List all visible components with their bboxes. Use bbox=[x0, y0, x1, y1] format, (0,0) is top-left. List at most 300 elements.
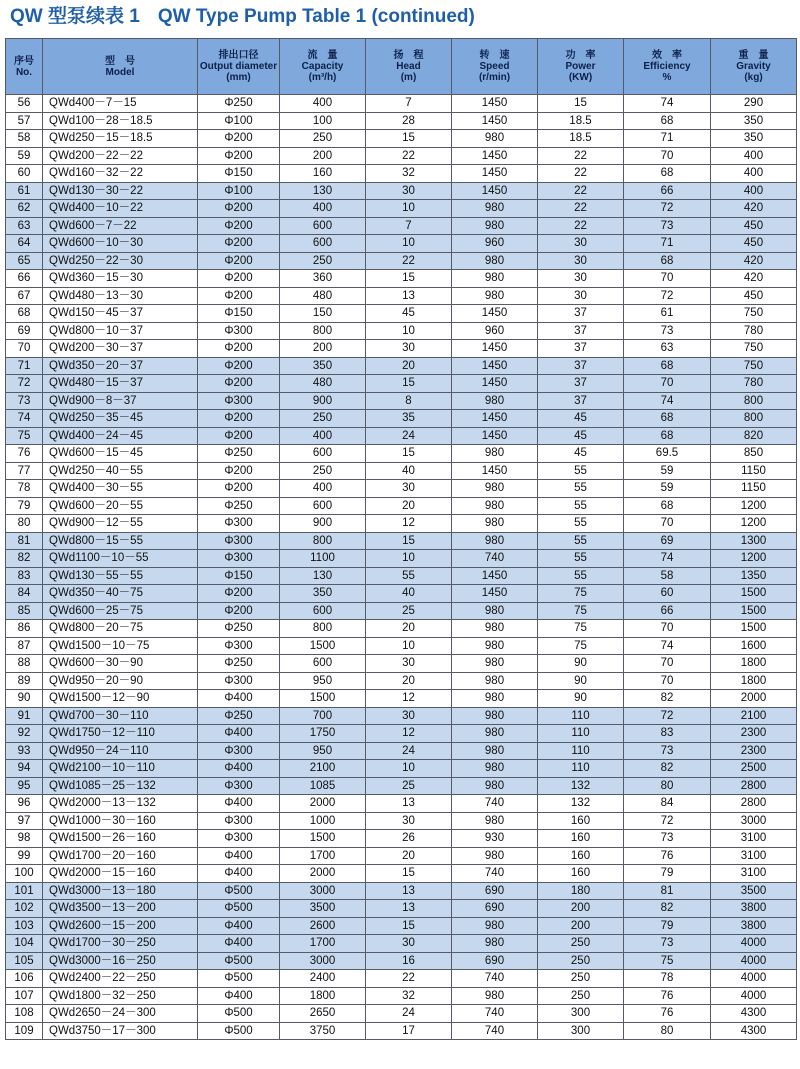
cell-capacity: 480 bbox=[280, 287, 366, 305]
cell-output-diameter: Φ300 bbox=[198, 550, 280, 568]
cell-power: 30 bbox=[538, 270, 624, 288]
cell-gravity: 420 bbox=[711, 252, 797, 270]
table-row bbox=[6, 165, 797, 183]
cell-gravity: 1500 bbox=[711, 620, 797, 638]
cell-no: 70 bbox=[6, 340, 43, 358]
cell-no: 93 bbox=[6, 742, 43, 760]
cell-speed: 980 bbox=[452, 620, 538, 638]
cell-model: QWd400－7－15 bbox=[43, 95, 198, 113]
cell-capacity: 1100 bbox=[280, 550, 366, 568]
cell-output-diameter: Φ300 bbox=[198, 392, 280, 410]
cell-capacity: 1800 bbox=[280, 987, 366, 1005]
table-row bbox=[6, 357, 797, 375]
cell-speed: 980 bbox=[452, 252, 538, 270]
cell-capacity: 160 bbox=[280, 165, 366, 183]
cell-efficiency: 80 bbox=[624, 1022, 711, 1040]
cell-speed: 1450 bbox=[452, 95, 538, 113]
table-row bbox=[6, 672, 797, 690]
cell-gravity: 2800 bbox=[711, 777, 797, 795]
cell-output-diameter: Φ400 bbox=[198, 690, 280, 708]
cell-head: 13 bbox=[366, 900, 452, 918]
cell-power: 90 bbox=[538, 690, 624, 708]
cell-speed: 740 bbox=[452, 1005, 538, 1023]
cell-speed: 740 bbox=[452, 865, 538, 883]
table-row bbox=[6, 1005, 797, 1023]
cell-no: 73 bbox=[6, 392, 43, 410]
cell-head: 16 bbox=[366, 952, 452, 970]
cell-gravity: 450 bbox=[711, 217, 797, 235]
cell-gravity: 420 bbox=[711, 270, 797, 288]
table-row bbox=[6, 305, 797, 323]
table-row bbox=[6, 375, 797, 393]
cell-output-diameter: Φ200 bbox=[198, 427, 280, 445]
cell-efficiency: 79 bbox=[624, 917, 711, 935]
cell-capacity: 800 bbox=[280, 532, 366, 550]
cell-output-diameter: Φ200 bbox=[198, 270, 280, 288]
table-row bbox=[6, 217, 797, 235]
cell-capacity: 400 bbox=[280, 95, 366, 113]
cell-efficiency: 70 bbox=[624, 620, 711, 638]
cell-capacity: 2650 bbox=[280, 1005, 366, 1023]
cell-efficiency: 83 bbox=[624, 725, 711, 743]
cell-gravity: 2300 bbox=[711, 742, 797, 760]
cell-gravity: 850 bbox=[711, 445, 797, 463]
cell-head: 20 bbox=[366, 672, 452, 690]
cell-output-diameter: Φ250 bbox=[198, 95, 280, 113]
cell-model: QWd3000－13－180 bbox=[43, 882, 198, 900]
cell-no: 57 bbox=[6, 112, 43, 130]
cell-power: 110 bbox=[538, 725, 624, 743]
cell-efficiency: 78 bbox=[624, 970, 711, 988]
cell-speed: 1450 bbox=[452, 147, 538, 165]
cell-gravity: 3100 bbox=[711, 865, 797, 883]
cell-model: QWd200－30－37 bbox=[43, 340, 198, 358]
cell-head: 7 bbox=[366, 217, 452, 235]
cell-output-diameter: Φ200 bbox=[198, 410, 280, 428]
cell-head: 24 bbox=[366, 1005, 452, 1023]
cell-no: 72 bbox=[6, 375, 43, 393]
cell-power: 110 bbox=[538, 742, 624, 760]
cell-gravity: 4000 bbox=[711, 970, 797, 988]
cell-no: 85 bbox=[6, 602, 43, 620]
cell-speed: 980 bbox=[452, 130, 538, 148]
cell-no: 71 bbox=[6, 357, 43, 375]
header-output-diameter: 排出口径 Output diameter (mm) bbox=[198, 39, 280, 95]
cell-output-diameter: Φ200 bbox=[198, 235, 280, 253]
cell-speed: 1450 bbox=[452, 305, 538, 323]
table-row bbox=[6, 882, 797, 900]
table-row bbox=[6, 112, 797, 130]
cell-output-diameter: Φ250 bbox=[198, 497, 280, 515]
cell-efficiency: 69 bbox=[624, 532, 711, 550]
cell-efficiency: 61 bbox=[624, 305, 711, 323]
cell-no: 103 bbox=[6, 917, 43, 935]
cell-capacity: 400 bbox=[280, 200, 366, 218]
cell-no: 104 bbox=[6, 935, 43, 953]
table-row bbox=[6, 497, 797, 515]
cell-no: 59 bbox=[6, 147, 43, 165]
table-row bbox=[6, 970, 797, 988]
cell-model: QWd250－15－18.5 bbox=[43, 130, 198, 148]
cell-output-diameter: Φ250 bbox=[198, 655, 280, 673]
cell-output-diameter: Φ300 bbox=[198, 830, 280, 848]
cell-speed: 980 bbox=[452, 515, 538, 533]
cell-speed: 1450 bbox=[452, 462, 538, 480]
table-row bbox=[6, 462, 797, 480]
cell-speed: 1450 bbox=[452, 182, 538, 200]
cell-efficiency: 73 bbox=[624, 217, 711, 235]
cell-speed: 980 bbox=[452, 392, 538, 410]
cell-model: QWd400－24－45 bbox=[43, 427, 198, 445]
cell-gravity: 2000 bbox=[711, 690, 797, 708]
cell-efficiency: 68 bbox=[624, 497, 711, 515]
cell-head: 24 bbox=[366, 742, 452, 760]
table-row bbox=[6, 200, 797, 218]
cell-capacity: 3000 bbox=[280, 882, 366, 900]
cell-output-diameter: Φ150 bbox=[198, 305, 280, 323]
cell-head: 7 bbox=[366, 95, 452, 113]
cell-gravity: 2800 bbox=[711, 795, 797, 813]
cell-capacity: 250 bbox=[280, 462, 366, 480]
cell-no: 64 bbox=[6, 235, 43, 253]
page-title bbox=[0, 0, 800, 38]
cell-capacity: 200 bbox=[280, 340, 366, 358]
cell-output-diameter: Φ500 bbox=[198, 882, 280, 900]
cell-head: 15 bbox=[366, 445, 452, 463]
cell-speed: 960 bbox=[452, 235, 538, 253]
cell-power: 200 bbox=[538, 900, 624, 918]
cell-no: 67 bbox=[6, 287, 43, 305]
cell-speed: 740 bbox=[452, 1022, 538, 1040]
header-gravity: 重 量 Gravity (kg) bbox=[711, 39, 797, 95]
cell-head: 30 bbox=[366, 480, 452, 498]
cell-head: 22 bbox=[366, 970, 452, 988]
cell-no: 62 bbox=[6, 200, 43, 218]
cell-efficiency: 68 bbox=[624, 252, 711, 270]
cell-head: 17 bbox=[366, 1022, 452, 1040]
cell-power: 180 bbox=[538, 882, 624, 900]
cell-power: 250 bbox=[538, 952, 624, 970]
header-model: 型 号 Model bbox=[43, 39, 198, 95]
table-body bbox=[6, 95, 797, 1040]
cell-gravity: 1200 bbox=[711, 550, 797, 568]
cell-no: 61 bbox=[6, 182, 43, 200]
table-row bbox=[6, 235, 797, 253]
cell-model: QWd480－13－30 bbox=[43, 287, 198, 305]
cell-model: QWd480－15－37 bbox=[43, 375, 198, 393]
cell-output-diameter: Φ200 bbox=[198, 130, 280, 148]
cell-capacity: 250 bbox=[280, 130, 366, 148]
cell-efficiency: 72 bbox=[624, 812, 711, 830]
cell-speed: 1450 bbox=[452, 357, 538, 375]
cell-gravity: 1200 bbox=[711, 515, 797, 533]
cell-no: 77 bbox=[6, 462, 43, 480]
cell-gravity: 800 bbox=[711, 392, 797, 410]
cell-model: QWd600－15－45 bbox=[43, 445, 198, 463]
cell-gravity: 420 bbox=[711, 200, 797, 218]
cell-speed: 980 bbox=[452, 637, 538, 655]
cell-capacity: 950 bbox=[280, 742, 366, 760]
cell-no: 78 bbox=[6, 480, 43, 498]
cell-no: 107 bbox=[6, 987, 43, 1005]
cell-capacity: 600 bbox=[280, 235, 366, 253]
cell-output-diameter: Φ300 bbox=[198, 672, 280, 690]
cell-speed: 980 bbox=[452, 987, 538, 1005]
cell-speed: 980 bbox=[452, 917, 538, 935]
cell-output-diameter: Φ400 bbox=[198, 847, 280, 865]
cell-no: 90 bbox=[6, 690, 43, 708]
table-row bbox=[6, 637, 797, 655]
cell-gravity: 400 bbox=[711, 165, 797, 183]
cell-speed: 980 bbox=[452, 602, 538, 620]
cell-gravity: 3100 bbox=[711, 830, 797, 848]
cell-power: 30 bbox=[538, 252, 624, 270]
cell-model: QWd400－10－22 bbox=[43, 200, 198, 218]
cell-no: 89 bbox=[6, 672, 43, 690]
cell-efficiency: 84 bbox=[624, 795, 711, 813]
cell-head: 30 bbox=[366, 655, 452, 673]
cell-power: 300 bbox=[538, 1005, 624, 1023]
cell-no: 91 bbox=[6, 707, 43, 725]
cell-no: 109 bbox=[6, 1022, 43, 1040]
cell-power: 37 bbox=[538, 322, 624, 340]
cell-head: 10 bbox=[366, 200, 452, 218]
cell-efficiency: 70 bbox=[624, 515, 711, 533]
cell-head: 15 bbox=[366, 375, 452, 393]
cell-model: QWd800－10－37 bbox=[43, 322, 198, 340]
cell-speed: 1450 bbox=[452, 427, 538, 445]
cell-gravity: 400 bbox=[711, 147, 797, 165]
cell-head: 20 bbox=[366, 357, 452, 375]
cell-capacity: 600 bbox=[280, 655, 366, 673]
cell-head: 20 bbox=[366, 847, 452, 865]
cell-head: 10 bbox=[366, 637, 452, 655]
cell-capacity: 1700 bbox=[280, 935, 366, 953]
cell-power: 30 bbox=[538, 287, 624, 305]
cell-capacity: 800 bbox=[280, 620, 366, 638]
cell-power: 45 bbox=[538, 427, 624, 445]
table-row bbox=[6, 917, 797, 935]
cell-head: 25 bbox=[366, 777, 452, 795]
table-row bbox=[6, 830, 797, 848]
cell-efficiency: 70 bbox=[624, 375, 711, 393]
cell-power: 37 bbox=[538, 340, 624, 358]
cell-gravity: 1500 bbox=[711, 585, 797, 603]
table-row bbox=[6, 322, 797, 340]
cell-speed: 980 bbox=[452, 935, 538, 953]
cell-no: 83 bbox=[6, 567, 43, 585]
cell-capacity: 250 bbox=[280, 252, 366, 270]
table-row bbox=[6, 690, 797, 708]
cell-power: 18.5 bbox=[538, 130, 624, 148]
cell-power: 37 bbox=[538, 305, 624, 323]
cell-output-diameter: Φ300 bbox=[198, 322, 280, 340]
table-row bbox=[6, 585, 797, 603]
cell-speed: 980 bbox=[452, 777, 538, 795]
cell-gravity: 4000 bbox=[711, 935, 797, 953]
cell-model: QWd2400－22－250 bbox=[43, 970, 198, 988]
table-row bbox=[6, 1022, 797, 1040]
cell-power: 75 bbox=[538, 602, 624, 620]
cell-gravity: 2100 bbox=[711, 707, 797, 725]
cell-head: 13 bbox=[366, 287, 452, 305]
cell-power: 55 bbox=[538, 550, 624, 568]
cell-efficiency: 71 bbox=[624, 130, 711, 148]
cell-output-diameter: Φ400 bbox=[198, 917, 280, 935]
cell-efficiency: 72 bbox=[624, 707, 711, 725]
cell-power: 110 bbox=[538, 707, 624, 725]
cell-head: 22 bbox=[366, 147, 452, 165]
cell-model: QWd250－22－30 bbox=[43, 252, 198, 270]
table-row bbox=[6, 480, 797, 498]
cell-capacity: 2000 bbox=[280, 865, 366, 883]
cell-efficiency: 76 bbox=[624, 987, 711, 1005]
cell-output-diameter: Φ150 bbox=[198, 165, 280, 183]
cell-no: 69 bbox=[6, 322, 43, 340]
cell-output-diameter: Φ400 bbox=[198, 935, 280, 953]
cell-capacity: 600 bbox=[280, 217, 366, 235]
cell-output-diameter: Φ200 bbox=[198, 585, 280, 603]
cell-capacity: 1500 bbox=[280, 637, 366, 655]
cell-capacity: 100 bbox=[280, 112, 366, 130]
cell-output-diameter: Φ200 bbox=[198, 200, 280, 218]
cell-speed: 1450 bbox=[452, 165, 538, 183]
cell-gravity: 1150 bbox=[711, 462, 797, 480]
cell-model: QWd1700－20－160 bbox=[43, 847, 198, 865]
cell-no: 99 bbox=[6, 847, 43, 865]
table-row bbox=[6, 935, 797, 953]
cell-model: QWd1500－26－160 bbox=[43, 830, 198, 848]
cell-model: QWd900－8－37 bbox=[43, 392, 198, 410]
cell-efficiency: 59 bbox=[624, 480, 711, 498]
cell-gravity: 1800 bbox=[711, 672, 797, 690]
cell-no: 58 bbox=[6, 130, 43, 148]
cell-head: 26 bbox=[366, 830, 452, 848]
cell-gravity: 1800 bbox=[711, 655, 797, 673]
table-row bbox=[6, 952, 797, 970]
cell-gravity: 4000 bbox=[711, 952, 797, 970]
table-row bbox=[6, 427, 797, 445]
cell-capacity: 1085 bbox=[280, 777, 366, 795]
table-row bbox=[6, 550, 797, 568]
cell-gravity: 3800 bbox=[711, 917, 797, 935]
cell-speed: 1450 bbox=[452, 340, 538, 358]
header-efficiency: 效 率 Efficiency % bbox=[624, 39, 711, 95]
cell-head: 40 bbox=[366, 585, 452, 603]
table-row bbox=[6, 270, 797, 288]
table-row bbox=[6, 95, 797, 113]
cell-capacity: 600 bbox=[280, 497, 366, 515]
cell-speed: 980 bbox=[452, 497, 538, 515]
cell-output-diameter: Φ300 bbox=[198, 777, 280, 795]
cell-efficiency: 73 bbox=[624, 830, 711, 848]
cell-capacity: 950 bbox=[280, 672, 366, 690]
cell-power: 37 bbox=[538, 357, 624, 375]
cell-head: 10 bbox=[366, 550, 452, 568]
cell-output-diameter: Φ500 bbox=[198, 1022, 280, 1040]
table-row bbox=[6, 602, 797, 620]
cell-power: 75 bbox=[538, 620, 624, 638]
cell-capacity: 400 bbox=[280, 427, 366, 445]
cell-head: 30 bbox=[366, 182, 452, 200]
table-row bbox=[6, 532, 797, 550]
cell-capacity: 1750 bbox=[280, 725, 366, 743]
cell-gravity: 2300 bbox=[711, 725, 797, 743]
cell-model: QWd160－32－22 bbox=[43, 165, 198, 183]
cell-capacity: 130 bbox=[280, 567, 366, 585]
cell-gravity: 4000 bbox=[711, 987, 797, 1005]
cell-no: 56 bbox=[6, 95, 43, 113]
cell-model: QWd3500－13－200 bbox=[43, 900, 198, 918]
cell-no: 84 bbox=[6, 585, 43, 603]
title-en: QW Type Pump Table 1 (continued) bbox=[157, 6, 475, 27]
cell-output-diameter: Φ400 bbox=[198, 760, 280, 778]
cell-gravity: 4300 bbox=[711, 1022, 797, 1040]
cell-model: QWd1085－25－132 bbox=[43, 777, 198, 795]
cell-head: 15 bbox=[366, 865, 452, 883]
cell-power: 30 bbox=[538, 235, 624, 253]
cell-gravity: 400 bbox=[711, 182, 797, 200]
cell-power: 22 bbox=[538, 200, 624, 218]
cell-power: 22 bbox=[538, 182, 624, 200]
cell-model: QWd1100－10－55 bbox=[43, 550, 198, 568]
cell-efficiency: 70 bbox=[624, 655, 711, 673]
cell-efficiency: 74 bbox=[624, 550, 711, 568]
cell-model: QWd2600－15－200 bbox=[43, 917, 198, 935]
cell-efficiency: 70 bbox=[624, 270, 711, 288]
cell-speed: 1450 bbox=[452, 585, 538, 603]
cell-capacity: 360 bbox=[280, 270, 366, 288]
header-capacity: 流 量 Capacity (m³/h) bbox=[280, 39, 366, 95]
cell-efficiency: 68 bbox=[624, 357, 711, 375]
cell-output-diameter: Φ300 bbox=[198, 532, 280, 550]
cell-output-diameter: Φ200 bbox=[198, 480, 280, 498]
table-row bbox=[6, 567, 797, 585]
cell-model: QWd360－15－30 bbox=[43, 270, 198, 288]
cell-speed: 1450 bbox=[452, 567, 538, 585]
cell-speed: 740 bbox=[452, 795, 538, 813]
cell-efficiency: 73 bbox=[624, 322, 711, 340]
cell-capacity: 250 bbox=[280, 410, 366, 428]
cell-no: 75 bbox=[6, 427, 43, 445]
cell-gravity: 820 bbox=[711, 427, 797, 445]
cell-head: 10 bbox=[366, 235, 452, 253]
cell-head: 30 bbox=[366, 707, 452, 725]
cell-efficiency: 70 bbox=[624, 672, 711, 690]
header-row bbox=[6, 39, 797, 95]
cell-no: 105 bbox=[6, 952, 43, 970]
cell-capacity: 600 bbox=[280, 602, 366, 620]
cell-head: 10 bbox=[366, 760, 452, 778]
header-no: 序号 No. bbox=[6, 39, 43, 95]
cell-output-diameter: Φ250 bbox=[198, 707, 280, 725]
cell-gravity: 1600 bbox=[711, 637, 797, 655]
table-row bbox=[6, 410, 797, 428]
table-row bbox=[6, 287, 797, 305]
cell-model: QWd100－28－18.5 bbox=[43, 112, 198, 130]
pump-table bbox=[5, 38, 797, 1040]
table-row bbox=[6, 252, 797, 270]
cell-model: QWd2650－24－300 bbox=[43, 1005, 198, 1023]
cell-head: 13 bbox=[366, 795, 452, 813]
cell-head: 30 bbox=[366, 812, 452, 830]
cell-speed: 690 bbox=[452, 900, 538, 918]
table-row bbox=[6, 620, 797, 638]
cell-gravity: 3000 bbox=[711, 812, 797, 830]
cell-gravity: 1300 bbox=[711, 532, 797, 550]
cell-power: 37 bbox=[538, 375, 624, 393]
cell-capacity: 150 bbox=[280, 305, 366, 323]
